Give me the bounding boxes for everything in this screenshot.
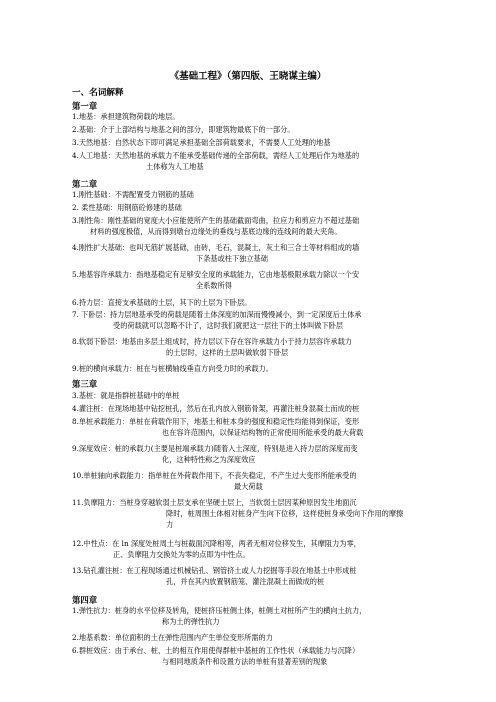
definition-item: 2. 柔性基础：用钢筋砼修建的基础 <box>72 203 182 212</box>
definition-item: 3.基桩：就是指群桩基础中的单桩 <box>72 391 180 400</box>
definition-item: 3.天然地基：自然状态下即可满足承担基础全部荷载要求，不需要人工处理的地基 <box>72 138 331 147</box>
chapter-3-heading: 第三章 <box>72 379 98 389</box>
definition-item: 13.钻孔灌注桩：在工程现场通过机械钻孔、钢管挤土或人力挖掘等手段在地基土中形成桩 孔，并在其内放置钢筋笼、灌注混凝土而做成的桩 <box>72 566 357 586</box>
definition-item: 4.灌注桩：在现场地基中钻挖桩孔，然后在孔内放入钢筋骨架，再灌注桩身混凝土而成的桩 <box>72 404 360 413</box>
chapter-1-heading: 第一章 <box>72 101 98 111</box>
document-title: 《基础工程》（第四版、王晓谋主编） <box>169 71 327 82</box>
definition-item: 1.地基：承担建筑物荷载的地层。 <box>72 112 180 121</box>
definition-item: 4.人工地基：天然地基的承载力不能承受基础传递的全部荷载，需经人工处理后作为地基的 土体称为人工地基 <box>72 151 360 171</box>
definition-item: 6.群桩效应：由于承台、桩、土的相互作用使得群桩中基桩的工作性状（承载能力与沉降） 与相同地质条件和设置方法的单桩有显著差别的现象 <box>72 646 360 666</box>
definition-item: 2.地基系数：单位面积的土在弹性范围内产生单位变形所需的力 <box>72 633 273 642</box>
definition-item: 12.中性点：在 ln 深度处桩周土与桩截面沉降相等，两者无相对位移发生，其摩阻力为零， 正、负摩阻力交换处为零的点即为中性点。 <box>72 539 361 559</box>
definition-item: 1.刚性基础：不需配置受力钢筋的基础 <box>72 190 194 199</box>
definition-item: 10.单桩轴向承载能力：指单桩在外荷载作用下，不丧失稳定，不产生过大变形所能承受的 最大荷载 <box>72 471 357 491</box>
section-heading: 一、名词解释 <box>72 88 124 98</box>
definition-item: 2.基础：介于上部结构与地基之间的部分，即建筑物最底下的一部分。 <box>72 125 295 134</box>
definition-item: 8.单桩承载能力：单桩在荷载作用下，地基土和桩本身的强度和稳定性均能得到保证，变形 也在容许范围内，以保证结构物的正常使用所能承受的最大荷载 <box>72 417 364 437</box>
definition-item: 4.刚性扩大基础：也叫无筋扩展基础，由砖，毛石，混凝土，灰土和三合土等材料组成的墙 下条基或柱下独立基础 <box>72 243 360 263</box>
definition-item: 11.负摩阻力：当桩身穿越软弱土层支承在坚硬土层上，当软弱土层因某种原因发生地面沉 降时，桩周围土体相对桩身产生向下位移，这样使桩身承受向下作用的摩擦 力 <box>72 498 404 529</box>
definition-item: 6.持力层：直接支承基础的土层，其下的土层为下卧层。 <box>72 298 252 307</box>
definition-item: 1.弹性抗力：桩身的水平位移及转角，使桩挤压桩侧土体，桩侧土对桩所产生的横向土抗力， 称为土的弹性抗力 <box>72 606 367 626</box>
definition-item: 5.地基容许承载力：指地基稳定有足够安全度的承载能力，它由地基极限承载力除以一个安 全系数所得 <box>72 270 360 290</box>
chapter-4-heading: 第四章 <box>72 595 98 605</box>
definition-item: 9.深度效应：桩的承载力(主要是桩端承载力)随着入土深度，特别是进入持力层的深度而变 化，这种特性称之为深度效应 <box>72 444 358 464</box>
definition-item: 3.刚性角：刚性基础的宽度大小应能使所产生的基础截面弯曲，拉应力和剪应力不超过基础 材料的强度极值，从而得到墩台边缘处的垂线与基底边缘的连线间的最大夹角。 <box>72 216 360 236</box>
definition-item: 9.桩的横向承载力：桩在与桩横轴线垂直方向受力时的承载力。 <box>72 364 273 373</box>
definition-item: 7. 下卧层：持力层地基承受的荷载是随着土体深度的加深而慢慢减小，到一定深度后土体承 受的荷载就可以忽略不计了，这时我们就把这一层往下的土体叫做下卧层 <box>72 310 362 330</box>
chapter-2-heading: 第二章 <box>72 179 98 189</box>
definition-item: 8.软弱下卧层：地基由多层土组成时，持力层以下存在容许承载力小于持力层容许承载力 的土层时，这样的土层叫做软弱下卧层 <box>72 337 352 357</box>
